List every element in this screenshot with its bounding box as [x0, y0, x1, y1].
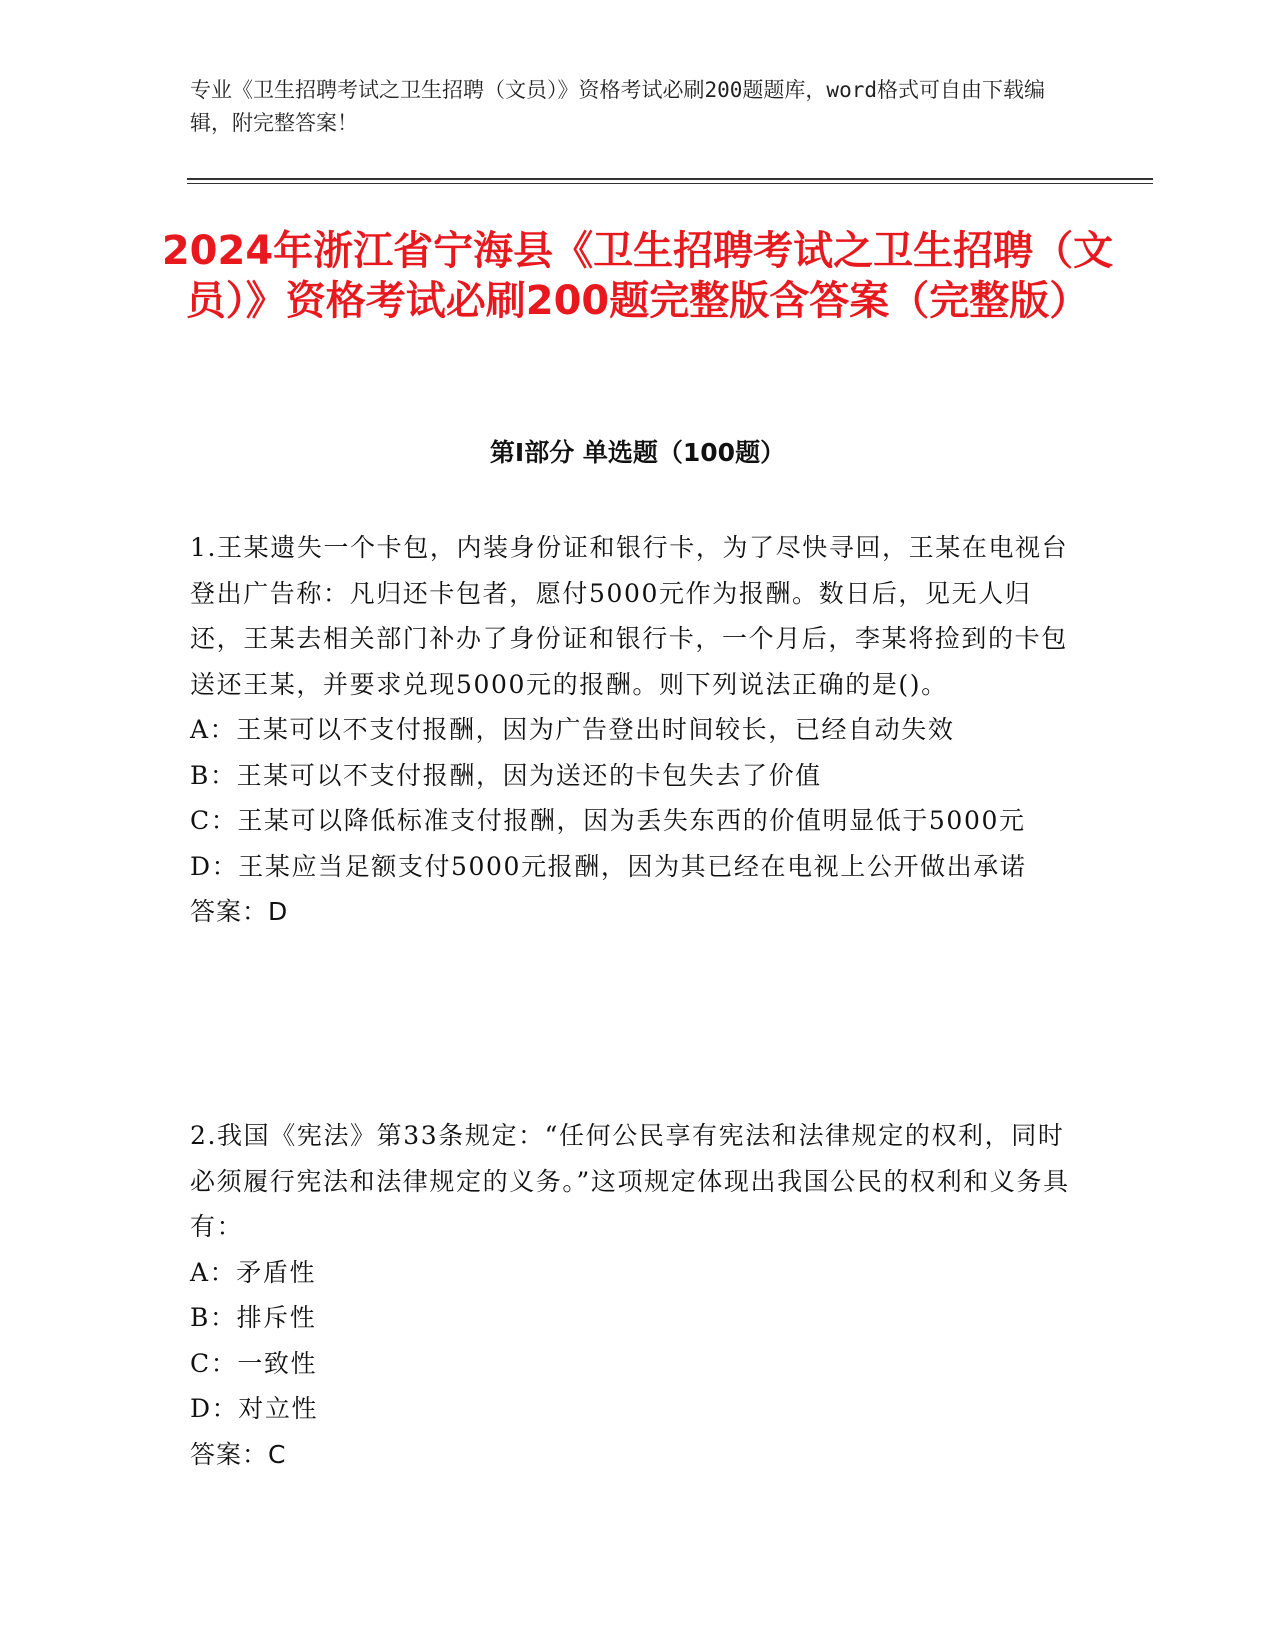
document-title: 2024年浙江省宁海县《卫生招聘考试之卫生招聘（文员）》资格考试必刷200题完整版含答案（完整版）: [161, 228, 1114, 324]
header-note: 专业《卫生招聘考试之卫生招聘（文员）》资格考试必刷200题题库，word格式可自由下载编辑，附完整答案！: [190, 78, 1045, 135]
question-2: [190, 1113, 1080, 1477]
header-divider-thin: [187, 183, 1153, 184]
option-b: B：王某可以不支付报酬，因为送还的卡包失去了价值: [190, 760, 822, 790]
option-c: C：王某可以降低标准支付报酬，因为丢失东西的价值明显低于5000元: [190, 806, 1026, 835]
question-stem: 2.我国《宪法》第33条规定：“任何公民享有宪法和法律规定的权利，同时必须履行宪法和法律规定的义务。”这项规定体现出我国公民的权利和义务具有：: [190, 1121, 1070, 1241]
answer: 答案：C: [190, 1439, 287, 1469]
header-divider: [187, 178, 1153, 180]
question-1: [190, 525, 1080, 935]
option-b: B：排斥性: [190, 1303, 317, 1332]
section-heading: 第Ⅰ部分 单选题（100题）: [489, 438, 786, 467]
answer: 答案：D: [190, 897, 289, 926]
option-a: A：王某可以不支付报酬，因为广告登出时间较长，已经自动失效: [190, 715, 955, 744]
question-stem: 1.王某遗失一个卡包，内装身份证和银行卡，为了尽快寻回，王某在电视台登出广告称：凡归还卡包者，愿付5000元作为报酬。数日后，见无人归还，王某去相关部门补办了身份证和银行卡，一个月后，李某将捡到的卡包送还王某，并要求兑现5000元的报酬。则下列说法正确的是()。: [190, 533, 1069, 699]
option-d: D：王某应当足额支付5000元报酬，因为其已经在电视上公开做出承诺: [190, 851, 1027, 881]
option-d: D：对立性: [190, 1394, 319, 1423]
option-a: A：矛盾性: [190, 1257, 317, 1287]
option-c: C：一致性: [190, 1348, 318, 1378]
